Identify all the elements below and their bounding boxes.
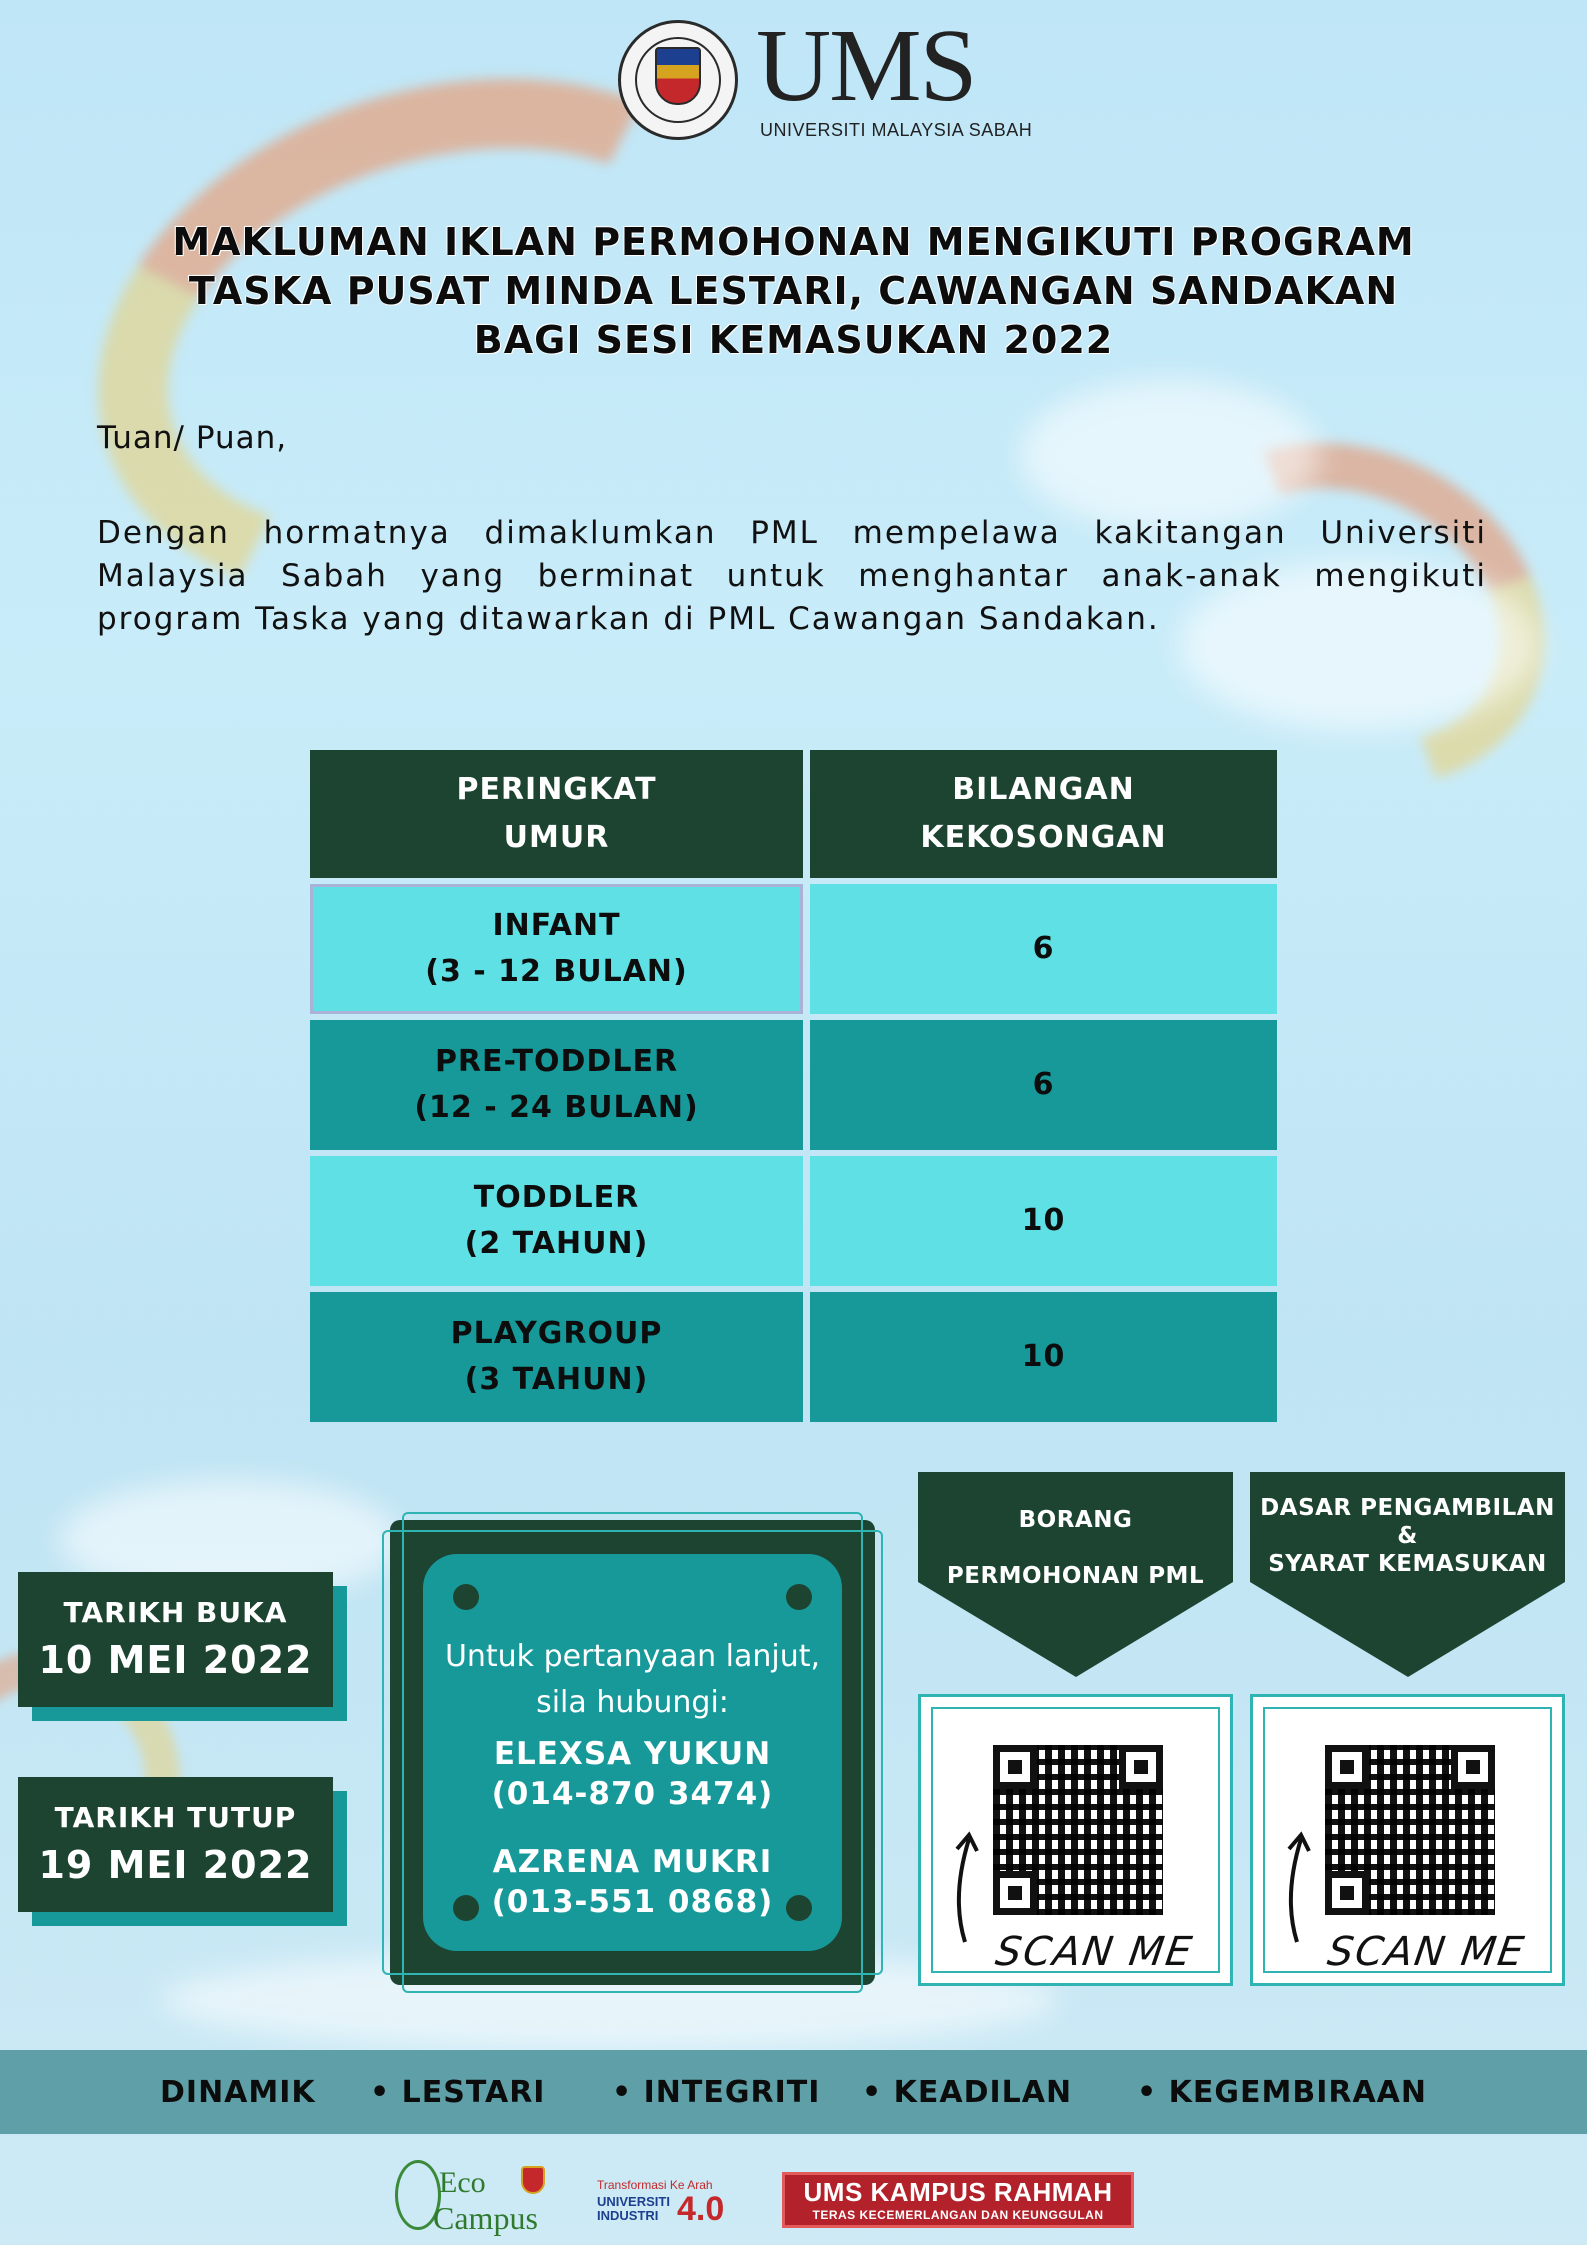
contact-person-1 (423, 1734, 842, 1814)
title-line-2: TASKA PUSAT MINDA LESTARI, CAWANGAN SANDAKAN (188, 269, 1399, 313)
page-title (60, 218, 1527, 365)
value-item: DINAMIK (160, 2074, 316, 2110)
table-row (310, 1020, 1277, 1150)
title-line-3: BAGI SESI KEMASUKAN 2022 (473, 318, 1114, 362)
background-cloud (1020, 380, 1320, 530)
value-item: • KEADILAN (862, 2074, 1073, 2110)
vacancy-count-cell: 10 (810, 1292, 1277, 1422)
age-level-cell: PLAYGROUP (3 TAHUN) (310, 1292, 803, 1422)
application-form-qr[interactable]: BORANG PERMOHONAN PML SCAN ME (918, 1472, 1233, 1986)
table-row (310, 884, 1277, 1014)
contact-phone: (014-870 3474) (491, 1776, 774, 1812)
logo-subtitle: UNIVERSITI MALAYSIA SABAH (760, 120, 1033, 140)
open-date-box (18, 1572, 333, 1707)
header-vacancies: BILANGAN KEKOSONGAN (810, 750, 1277, 878)
vacancy-count-cell: 6 (810, 884, 1277, 1014)
qr-card[interactable] (918, 1694, 1233, 1986)
contact-panel (390, 1520, 875, 1985)
curved-arrow-icon (947, 1827, 983, 1947)
qr-code-icon[interactable] (993, 1745, 1163, 1915)
ums-crest-icon (521, 2166, 545, 2194)
value-item: • INTEGRITI (612, 2074, 821, 2110)
eco-campus-logo: Eco Campus (395, 2160, 565, 2235)
salutation: Tuan/ Puan, (97, 420, 288, 456)
age-level-cell: TODDLER (2 TAHUN) (310, 1156, 803, 1286)
table-row (310, 1292, 1277, 1422)
admission-policy-qr[interactable]: DASAR PENGAMBILAN & SYARAT KEMASUKAN SCAN ME (1250, 1472, 1565, 1986)
ums-crest-icon (618, 20, 738, 140)
table-header-row (310, 750, 1277, 878)
contact-person-2 (423, 1842, 842, 1922)
vacancy-table (310, 750, 1277, 1428)
announcement-paragraph: Dengan hormatnya dimaklumkan PML mempelawa kakitangan Universiti Malaysia Sabah yang berminat untuk menghantar anak-anak mengikuti program Taska yang ditawarkan di PML Cawangan Sandakan. (97, 515, 1487, 637)
title-line-1: MAKLUMAN IKLAN PERMOHONAN MENGIKUTI PROGRAM (172, 220, 1415, 264)
open-date-label: TARIKH BUKA (63, 1596, 288, 1629)
header-age-level: PERINGKAT UMUR (310, 750, 803, 878)
value-item: • LESTARI (370, 2074, 546, 2110)
close-date-label: TARIKH TUTUP (54, 1801, 297, 1834)
contact-name: ELEXSA YUKUN (493, 1736, 772, 1772)
vacancy-count-cell: 10 (810, 1156, 1277, 1286)
curved-arrow-icon (1279, 1827, 1315, 1947)
qr-code-icon[interactable] (1325, 1745, 1495, 1915)
open-date-value: 10 MEI 2022 (38, 1638, 313, 1682)
age-level-cell: INFANT (3 - 12 BULAN) (310, 884, 803, 1014)
scan-me-label: SCAN ME (1324, 1929, 1529, 1975)
contact-phone: (013-551 0868) (491, 1884, 774, 1920)
vacancy-count-cell: 6 (810, 1020, 1277, 1150)
kampus-rahmah-logo: UMS KAMPUS RAHMAH TERAS KECEMERLANGAN DAN KEUNGGULAN (782, 2172, 1134, 2228)
scan-me-label: SCAN ME (992, 1929, 1197, 1975)
contact-name: AZRENA MUKRI (492, 1844, 773, 1880)
contact-intro: Untuk pertanyaan lanjut, sila hubungi: (444, 1639, 821, 1720)
table-row (310, 1156, 1277, 1286)
value-item: • KEGEMBIRAAN (1137, 2074, 1428, 2110)
qr-card[interactable] (1250, 1694, 1565, 1986)
core-values-strip (0, 2050, 1587, 2134)
footer-logos (0, 2150, 1587, 2245)
universiti-industri-logo: Transformasi Ke Arah UNIVERSITI INDUSTRI 4.0 (597, 2178, 725, 2228)
close-date-value: 19 MEI 2022 (38, 1843, 313, 1887)
close-date-box (18, 1777, 333, 1912)
age-level-cell: PRE-TODDLER (12 - 24 BULAN) (310, 1020, 803, 1150)
logo-wordmark: UMS (756, 8, 976, 123)
ums-logo (618, 8, 1033, 140)
